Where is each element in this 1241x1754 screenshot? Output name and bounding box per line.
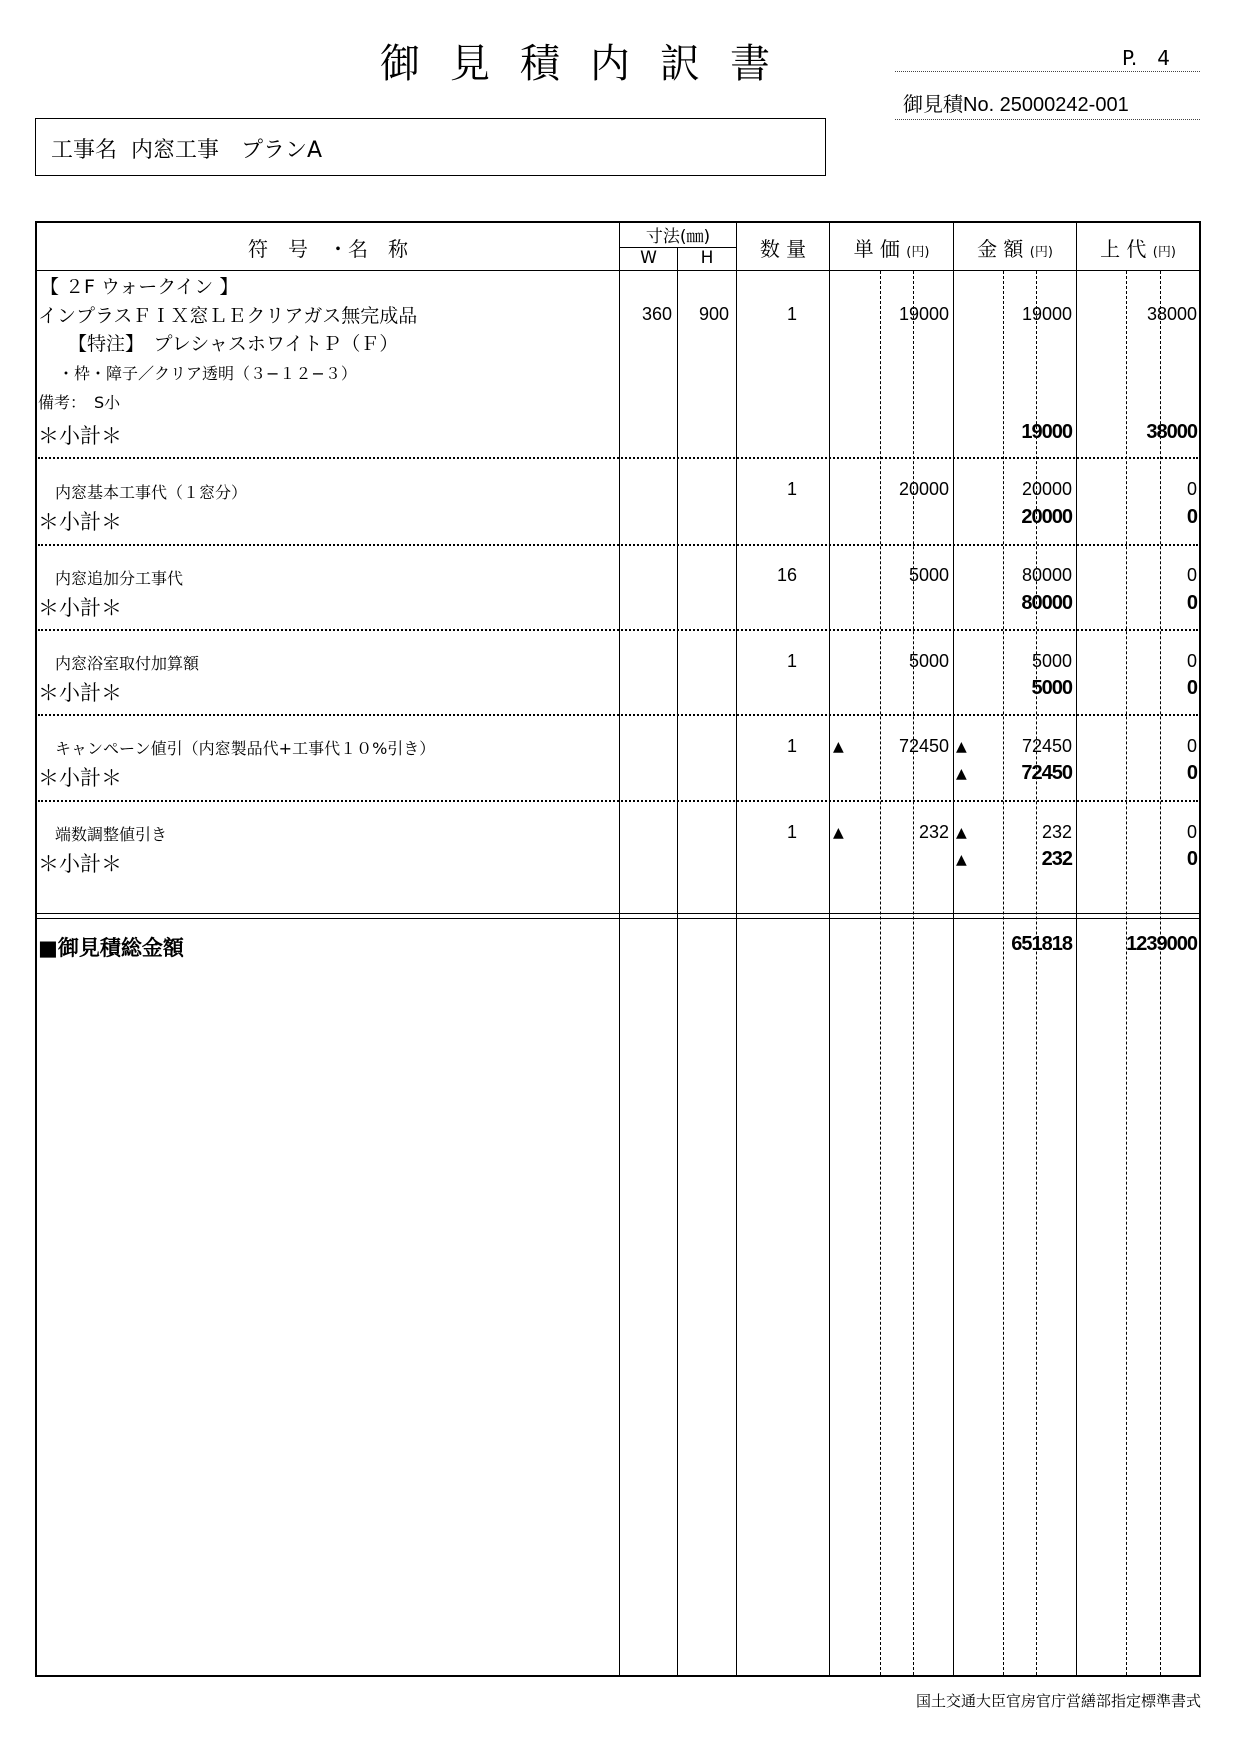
- subtotal-list-price: 0: [1186, 677, 1197, 699]
- item-list-price: 0: [1186, 651, 1197, 671]
- yen-unit: (円): [1152, 245, 1176, 260]
- col-header-height: H: [700, 248, 714, 268]
- grand-total-list-price: 1239000: [1126, 933, 1197, 955]
- item-detail: ・枠・障子／クリア透明（３−１２−３）: [58, 364, 357, 383]
- subtotal-label: ＊小計＊: [38, 510, 122, 534]
- item-list-price: 0: [1186, 565, 1197, 585]
- item-list-price: 38000: [1146, 304, 1197, 324]
- item-quantity: 16: [776, 565, 797, 585]
- item-list-price: 0: [1186, 479, 1197, 499]
- subtotal-label: ＊小計＊: [38, 596, 122, 620]
- item-quantity: 1: [786, 651, 797, 671]
- subtotal-label: ＊小計＊: [38, 766, 122, 790]
- grand-total-label: ■御見積総金額: [38, 936, 184, 960]
- item-amount: 72450: [1021, 736, 1072, 756]
- item-quantity: 1: [786, 304, 797, 324]
- item-name: 内窓追加分工事代: [55, 569, 184, 588]
- item-quantity: 1: [786, 479, 797, 499]
- col-header-name: 符 号 ・名 称: [248, 237, 408, 261]
- subtotal-list-price: 38000: [1146, 421, 1197, 443]
- minus-triangle-icon: ▲: [956, 825, 967, 841]
- document-title: 御見積内訳書: [380, 41, 800, 87]
- col-header-amount: 金 額 (円): [977, 237, 1053, 261]
- subtotal-list-price: 0: [1186, 848, 1197, 870]
- col-header-unit-price: 単 価 (円): [853, 237, 930, 261]
- item-unit-price: 20000: [898, 479, 949, 499]
- grand-total-amount: 651818: [1011, 933, 1072, 955]
- estimate-number: 御見積No. 25000242-001: [895, 88, 1200, 120]
- project-label: 工事名: [51, 138, 118, 163]
- yen-unit: (円): [906, 245, 930, 260]
- item-amount: 232: [1041, 822, 1072, 842]
- item-unit-price: 5000: [908, 651, 949, 671]
- item-name: 端数調整値引き: [55, 825, 168, 844]
- item-height: 900: [698, 304, 729, 324]
- item-quantity: 1: [786, 736, 797, 756]
- group-heading: 【 ２F ウォークイン 】: [40, 276, 239, 298]
- item-name: 内窓基本工事代（１窓分）: [55, 483, 248, 502]
- item-name: インプラスＦＩＸ窓ＬＥクリアガス無完成品: [38, 305, 418, 327]
- subtotal-amount: 5000: [1031, 677, 1072, 699]
- minus-triangle-icon: ▲: [833, 825, 844, 841]
- subtotal-list-price: 0: [1186, 506, 1197, 528]
- item-unit-price: 232: [918, 822, 949, 842]
- col-header-width: W: [640, 248, 657, 268]
- subtotal-label: ＊小計＊: [38, 852, 122, 876]
- minus-triangle-icon: ▲: [833, 739, 844, 755]
- col-header-dimension: 寸法(㎜): [645, 227, 711, 247]
- minus-triangle-icon: ▲: [956, 852, 967, 868]
- col-header-quantity: 数 量: [759, 237, 807, 261]
- item-unit-price: 19000: [898, 304, 949, 324]
- item-quantity: 1: [786, 822, 797, 842]
- item-list-price: 0: [1186, 822, 1197, 842]
- item-note: 備考： S小: [38, 393, 121, 412]
- subtotal-label: ＊小計＊: [38, 681, 122, 705]
- item-unit-price: 5000: [908, 565, 949, 585]
- item-amount: 20000: [1021, 479, 1072, 499]
- col-header-list-price: 上 代 (円): [1100, 237, 1176, 261]
- item-unit-price: 72450: [898, 736, 949, 756]
- item-name: キャンペーン値引（内窓製品代+工事代１０%引き）: [55, 739, 436, 758]
- subtotal-amount: 80000: [1021, 592, 1072, 614]
- subtotal-amount: 20000: [1021, 506, 1072, 528]
- subtotal-label: ＊小計＊: [38, 424, 122, 448]
- minus-triangle-icon: ▲: [956, 766, 967, 782]
- item-width: 360: [641, 304, 672, 324]
- subtotal-amount: 19000: [1021, 421, 1072, 443]
- minus-triangle-icon: ▲: [956, 739, 967, 755]
- subtotal-list-price: 0: [1186, 762, 1197, 784]
- item-amount: 5000: [1031, 651, 1072, 671]
- item-amount: 19000: [1021, 304, 1072, 324]
- project-name-box: [35, 118, 826, 176]
- subtotal-amount: 72450: [1021, 762, 1072, 784]
- item-name: 内窓浴室取付加算額: [55, 654, 200, 673]
- page-number: P. 4: [895, 42, 1200, 72]
- item-spec: 【特注】 プレシャスホワイトＰ（Ｆ）: [68, 333, 399, 355]
- footer-standard-format: 国土交通大臣官房官庁営繕部指定標準書式: [915, 1692, 1201, 1710]
- item-amount: 80000: [1021, 565, 1072, 585]
- subtotal-amount: 232: [1041, 848, 1072, 870]
- yen-unit: (円): [1029, 245, 1053, 260]
- project-name: 内窓工事 プランA: [131, 138, 323, 163]
- subtotal-list-price: 0: [1186, 592, 1197, 614]
- item-list-price: 0: [1186, 736, 1197, 756]
